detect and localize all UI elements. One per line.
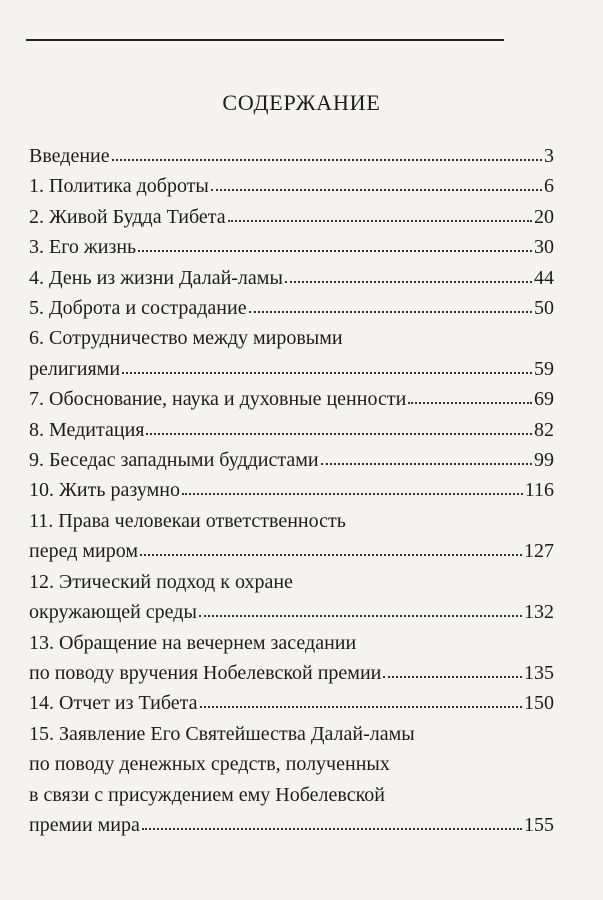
toc-entry [29, 323, 554, 384]
toc-entry [29, 415, 554, 445]
toc-page-number: 20 [534, 205, 554, 228]
toc-page-number: 3 [544, 145, 554, 167]
top-rule [26, 39, 504, 41]
toc-entry [29, 719, 554, 841]
toc-entry-title-line: 9. Беседас западными буддистами [29, 449, 319, 472]
toc-entry-title-line: 2. Живой Будда Тибета [29, 205, 226, 228]
toc-entry-title-line: религиями [29, 357, 121, 380]
toc-entry-row [29, 202, 554, 232]
toc-entry-title-line: в связи с присуждением ему Нобелевской [29, 783, 385, 806]
dot-leader [122, 371, 532, 374]
toc-entry-row [29, 536, 554, 566]
dot-leader [285, 280, 532, 283]
toc-entry-row [29, 415, 554, 445]
toc-entry [29, 202, 554, 232]
dot-leader [200, 705, 522, 708]
toc-entry-title-line: премии мира [29, 813, 140, 836]
dot-leader [138, 249, 532, 252]
toc-page-number: 82 [534, 418, 554, 441]
toc-page-number: 150 [524, 692, 554, 715]
toc-entry-row [29, 688, 554, 718]
toc-page-number: 6 [544, 175, 554, 198]
toc-page-number: 44 [534, 266, 554, 289]
toc-entry-row [29, 354, 554, 384]
toc-page-number: 69 [534, 388, 554, 411]
toc-entry-title-line: 12. Этический подход к охране [29, 570, 293, 593]
toc-entry-row [29, 597, 554, 627]
toc-entry-title-line: 10. Жить разумно [29, 479, 180, 502]
page-title: СОДЕРЖАНИЕ [222, 90, 381, 115]
toc-entry [29, 293, 554, 323]
toc-page-number: 127 [524, 540, 554, 563]
toc-entry-title-line: по поводу денежных средств, полученных [29, 753, 390, 776]
toc-page-number: 59 [534, 357, 554, 380]
toc-entry-title-line: 7. Обоснование, наука и духовные ценности [29, 388, 407, 411]
toc-entry [29, 232, 554, 262]
toc-page-number: 50 [534, 297, 554, 320]
toc-entry-row [29, 475, 554, 505]
toc-entry-row [29, 293, 554, 323]
dot-leader [211, 188, 542, 191]
toc-entry [29, 141, 554, 171]
toc-entry [29, 688, 554, 718]
toc-page-number: 155 [524, 813, 554, 836]
toc-entry-row [29, 384, 554, 414]
toc-entry-title-line: 8. Медитация [29, 418, 145, 441]
dot-leader [146, 432, 532, 435]
toc-page-number: 132 [524, 601, 554, 624]
toc-page-number: 116 [524, 479, 554, 502]
toc-entry [29, 171, 554, 201]
toc-entry-title-line: 6. Сотрудничество между мировыми [29, 327, 343, 350]
toc-entry-title-line: по поводу вручения Нобелевской премии [29, 661, 382, 684]
toc-entry-title-line: 3. Его жизнь [29, 236, 137, 259]
dot-leader [199, 614, 522, 617]
toc-entry-title-line: 11. Права человекаи ответственность [29, 509, 346, 532]
toc-page-number: 135 [524, 661, 554, 684]
dot-leader [112, 158, 542, 161]
toc-entry-title-line: 4. День из жизни Далай-ламы [29, 266, 283, 289]
toc-entry-row [29, 263, 554, 293]
toc-entry [29, 445, 554, 475]
dot-leader [383, 675, 522, 678]
toc-entry [29, 475, 554, 505]
dot-leader [182, 492, 523, 495]
toc-entry [29, 628, 554, 689]
table-of-contents [29, 141, 554, 840]
toc-entry-title-line: 1. Политика доброты [29, 175, 209, 198]
toc-entry-title-line: 14. Отчет из Тибета [29, 692, 198, 715]
dot-leader [321, 462, 532, 465]
toc-entry-row [29, 810, 554, 840]
toc-entry-title-line: окружающей среды [29, 601, 197, 624]
toc-entry-row [29, 171, 554, 201]
toc-entry-title-line: перед миром [29, 540, 139, 563]
toc-entry-title-line: Введение [29, 145, 110, 167]
toc-page-number: 99 [534, 449, 554, 472]
toc-entry-row [29, 232, 554, 262]
toc-entry-title-line: 5. Доброта и сострадание [29, 297, 247, 320]
toc-page-number: 30 [534, 236, 554, 259]
toc-entry [29, 384, 554, 414]
toc-entry-row [29, 445, 554, 475]
toc-entry [29, 506, 554, 567]
dot-leader [140, 553, 522, 556]
dot-leader [408, 401, 532, 404]
dot-leader [142, 827, 522, 830]
toc-entry [29, 567, 554, 628]
toc-entry-row [29, 658, 554, 688]
toc-entry-title-line: 15. Заявление Его Святейшества Далай-ламы [29, 722, 415, 745]
toc-entry-row [29, 141, 554, 171]
toc-entry [29, 263, 554, 293]
toc-entry-title-line: 13. Обращение на вечернем заседании [29, 631, 357, 654]
dot-leader [228, 219, 532, 222]
dot-leader [249, 310, 532, 313]
